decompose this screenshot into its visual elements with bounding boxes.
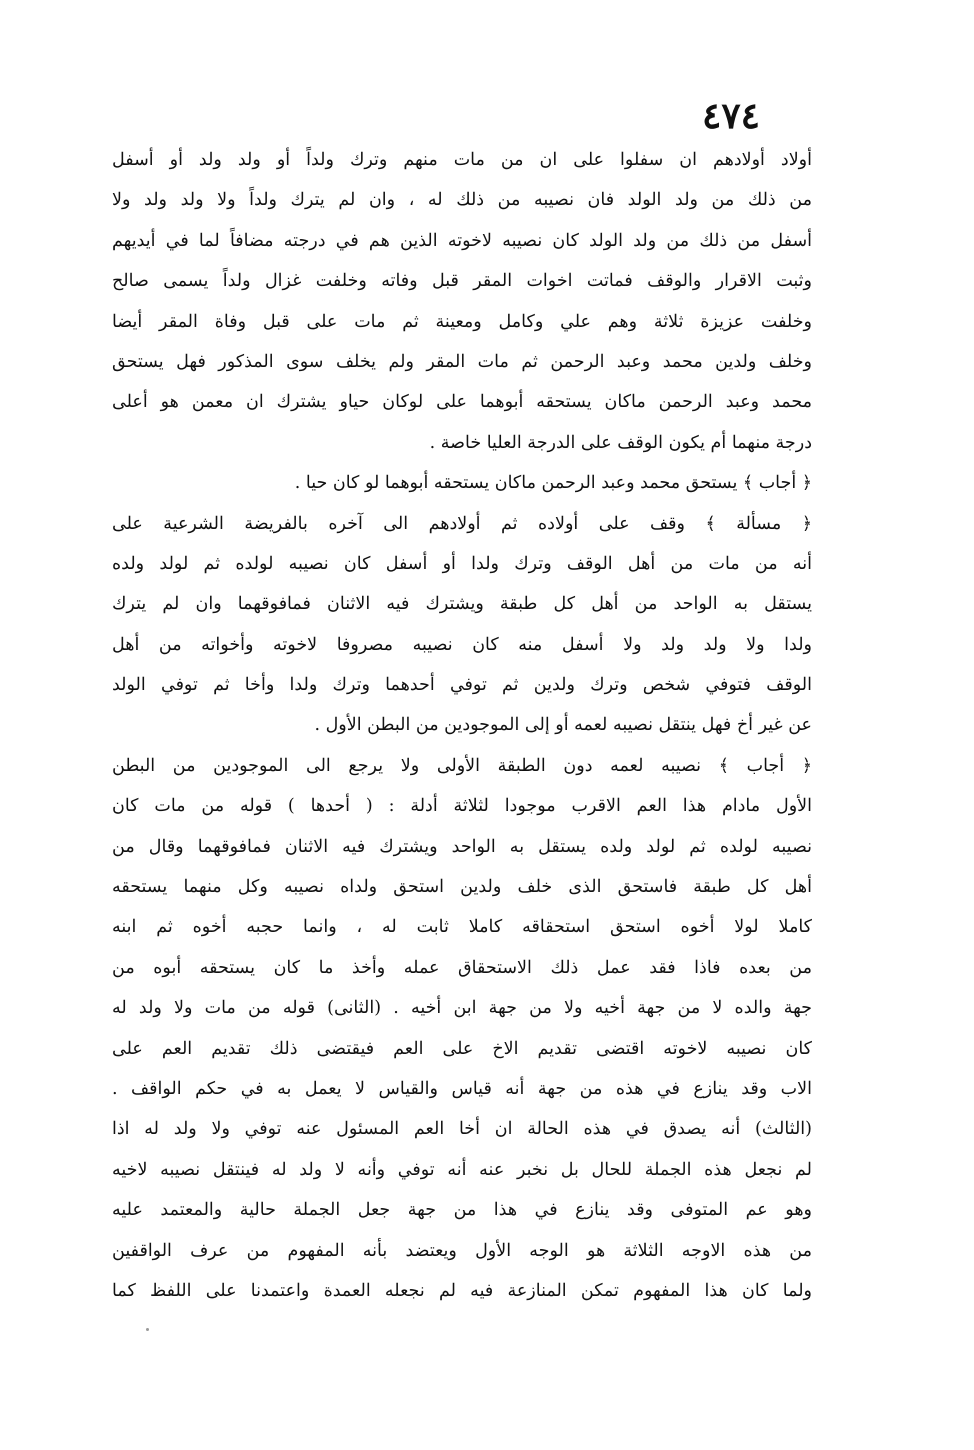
text-line: جهة والده لا من جهة أخيه ولا من جهة ابن أخيه . (الثانى) قوله من مات ولا ولد له (112, 998, 812, 1019)
text-line: وهو عم المتوفى وقد ينازع في هذا من جهة جعل الجملة حالية والمعتمد عليه (112, 1200, 812, 1221)
question-line: ﴿ مسألة ﴾ وقف على أولاده ثم أولادهم الى آخره بالفريضة الشرعية على (112, 513, 812, 534)
text-line: أهل كل طبقة فاستحق الذى خلف ولدين استحق ولداه نصيبه وكل منهما يستحقه (112, 877, 812, 898)
text-line: عن غير أخ فهل ينتقل نصيبه لعمه أو إلى الموجودين من البطن الأول . (314, 715, 812, 736)
text-line: يستقل به الواحد من أهل كل طبقة ويشترك فيه الاثنان فمافوقهما وان لم يترك (112, 594, 812, 615)
text-line: نصيبه لولده ثم لولد ولده يستقل به الواحد ويشترك فيه الاثنان فمافوقهما وقال من (112, 836, 812, 857)
text-line: أنه من مات من أهل الوقف وترك ولدا أو أسفل كان نصيبه لولده ثم لولد ولده (112, 553, 812, 574)
text-line: أسفل من ذلك من ولد الولد كان نصيبه لاخوته الذين هم في درجته مضافاً لما في أيديهم (112, 230, 812, 251)
text-line: من هذه الاوجه الثلاثة هو الوجه الأول ويعتضد بأنه المفهوم من عرف الواقفين (112, 1240, 812, 1261)
answer-line: ﴿ أجاب ﴾ يستحق محمد وعبد الرحمن ماكان يستحقه أبوهما لو كان حيا . (294, 473, 812, 494)
text-line: وخلفت عزيزة ثلاثة وهم علي وكامل ومعينة ثم مات على قبل وفاة المقر أيضا (112, 311, 812, 332)
text-line: أولاد أولادهم ان سفلوا على ان من مات منهم وترك ولداً أو ولد ولد أو أسفل (112, 150, 812, 170)
text-line: من ذلك من ولد الولد فان نصيبه من ذلك له ، وان لم يترك ولداً ولا ولد ولد ولا (112, 190, 812, 211)
body-text (112, 140, 812, 1311)
text-line: محمد وعبد الرحمن ماكان يستحقه أبوهما على لوكان حياو يشترك ان معمن هو أعلى (112, 392, 812, 413)
text-line: ولدا ولا ولد ولد ولا أسفل منه كان نصيبه مصروفا لاخوته وأخواته من أهل (112, 634, 812, 655)
answer-line: ﴿ أجاب ﴾ نصيبه لعمه دون الطبقة الأولى ولا يرجع الى الموجودين من البطن (112, 755, 812, 776)
scan-speck (146, 1328, 149, 1331)
text-line: ولما كان هذا المفهوم تمكن المنازعة فيه لم نجعله العمدة واعتمدنا على اللفظ كما (112, 1280, 812, 1301)
text-line: لم نجعل هذه الجملة للحال بل نخبر عنه أنه توفي وأنه لا ولد له فينتقل نصيبه لاخيه (112, 1159, 812, 1180)
text-line: كاملا لولا أخوه استحق استحقاقه كاملا ثابت له ، وانما حجبه أخوه ثم ابنه (112, 917, 812, 938)
text-line: الاب وقد ينازع في هذه من جهة أنه قياس والقياس لا يعمل به في حكم الواقف . (112, 1078, 812, 1099)
text-line: وخلف ولدين محمد وعبد الرحمن ثم مات المقر ولم يخلف سوى المذكور فهل يستحق (112, 351, 812, 372)
text-line: الأول مادام هذا العم الاقرب موجودا لثلاثة أدلة : ( أحدها ) قوله من مات كان (112, 796, 812, 817)
text-line: من بعده فاذا فقد عمل ذلك الاستحقاق عمله وأخذ ما كان يستحقه أبوه من (112, 957, 812, 978)
text-line: وثبت الاقرار والوقف فماتت اخوات المقر قبل وفاته وخلفت غزال ولداً يسمى صالح (112, 271, 812, 292)
text-line: درجة منهما أم يكون الوقف على الدرجة العليا خاصة . (429, 432, 812, 453)
text-line: (الثالث) أنه يصدق في هذه الحالة ان أخا العم المسئول عنه توفي ولا ولد له اذا (112, 1119, 812, 1140)
page-number: ٤٧٤ (701, 95, 760, 137)
text-line: كان نصيبه لاخوته اقتضى تقديم الاخ على العم فيقتضى ذلك تقديم العم على (112, 1038, 812, 1059)
text-line: الوقف فتوفي شخص وترك ولدين ثم توفي أحدهما وترك ولدا وأخا ثم توفي الولد (112, 675, 812, 696)
